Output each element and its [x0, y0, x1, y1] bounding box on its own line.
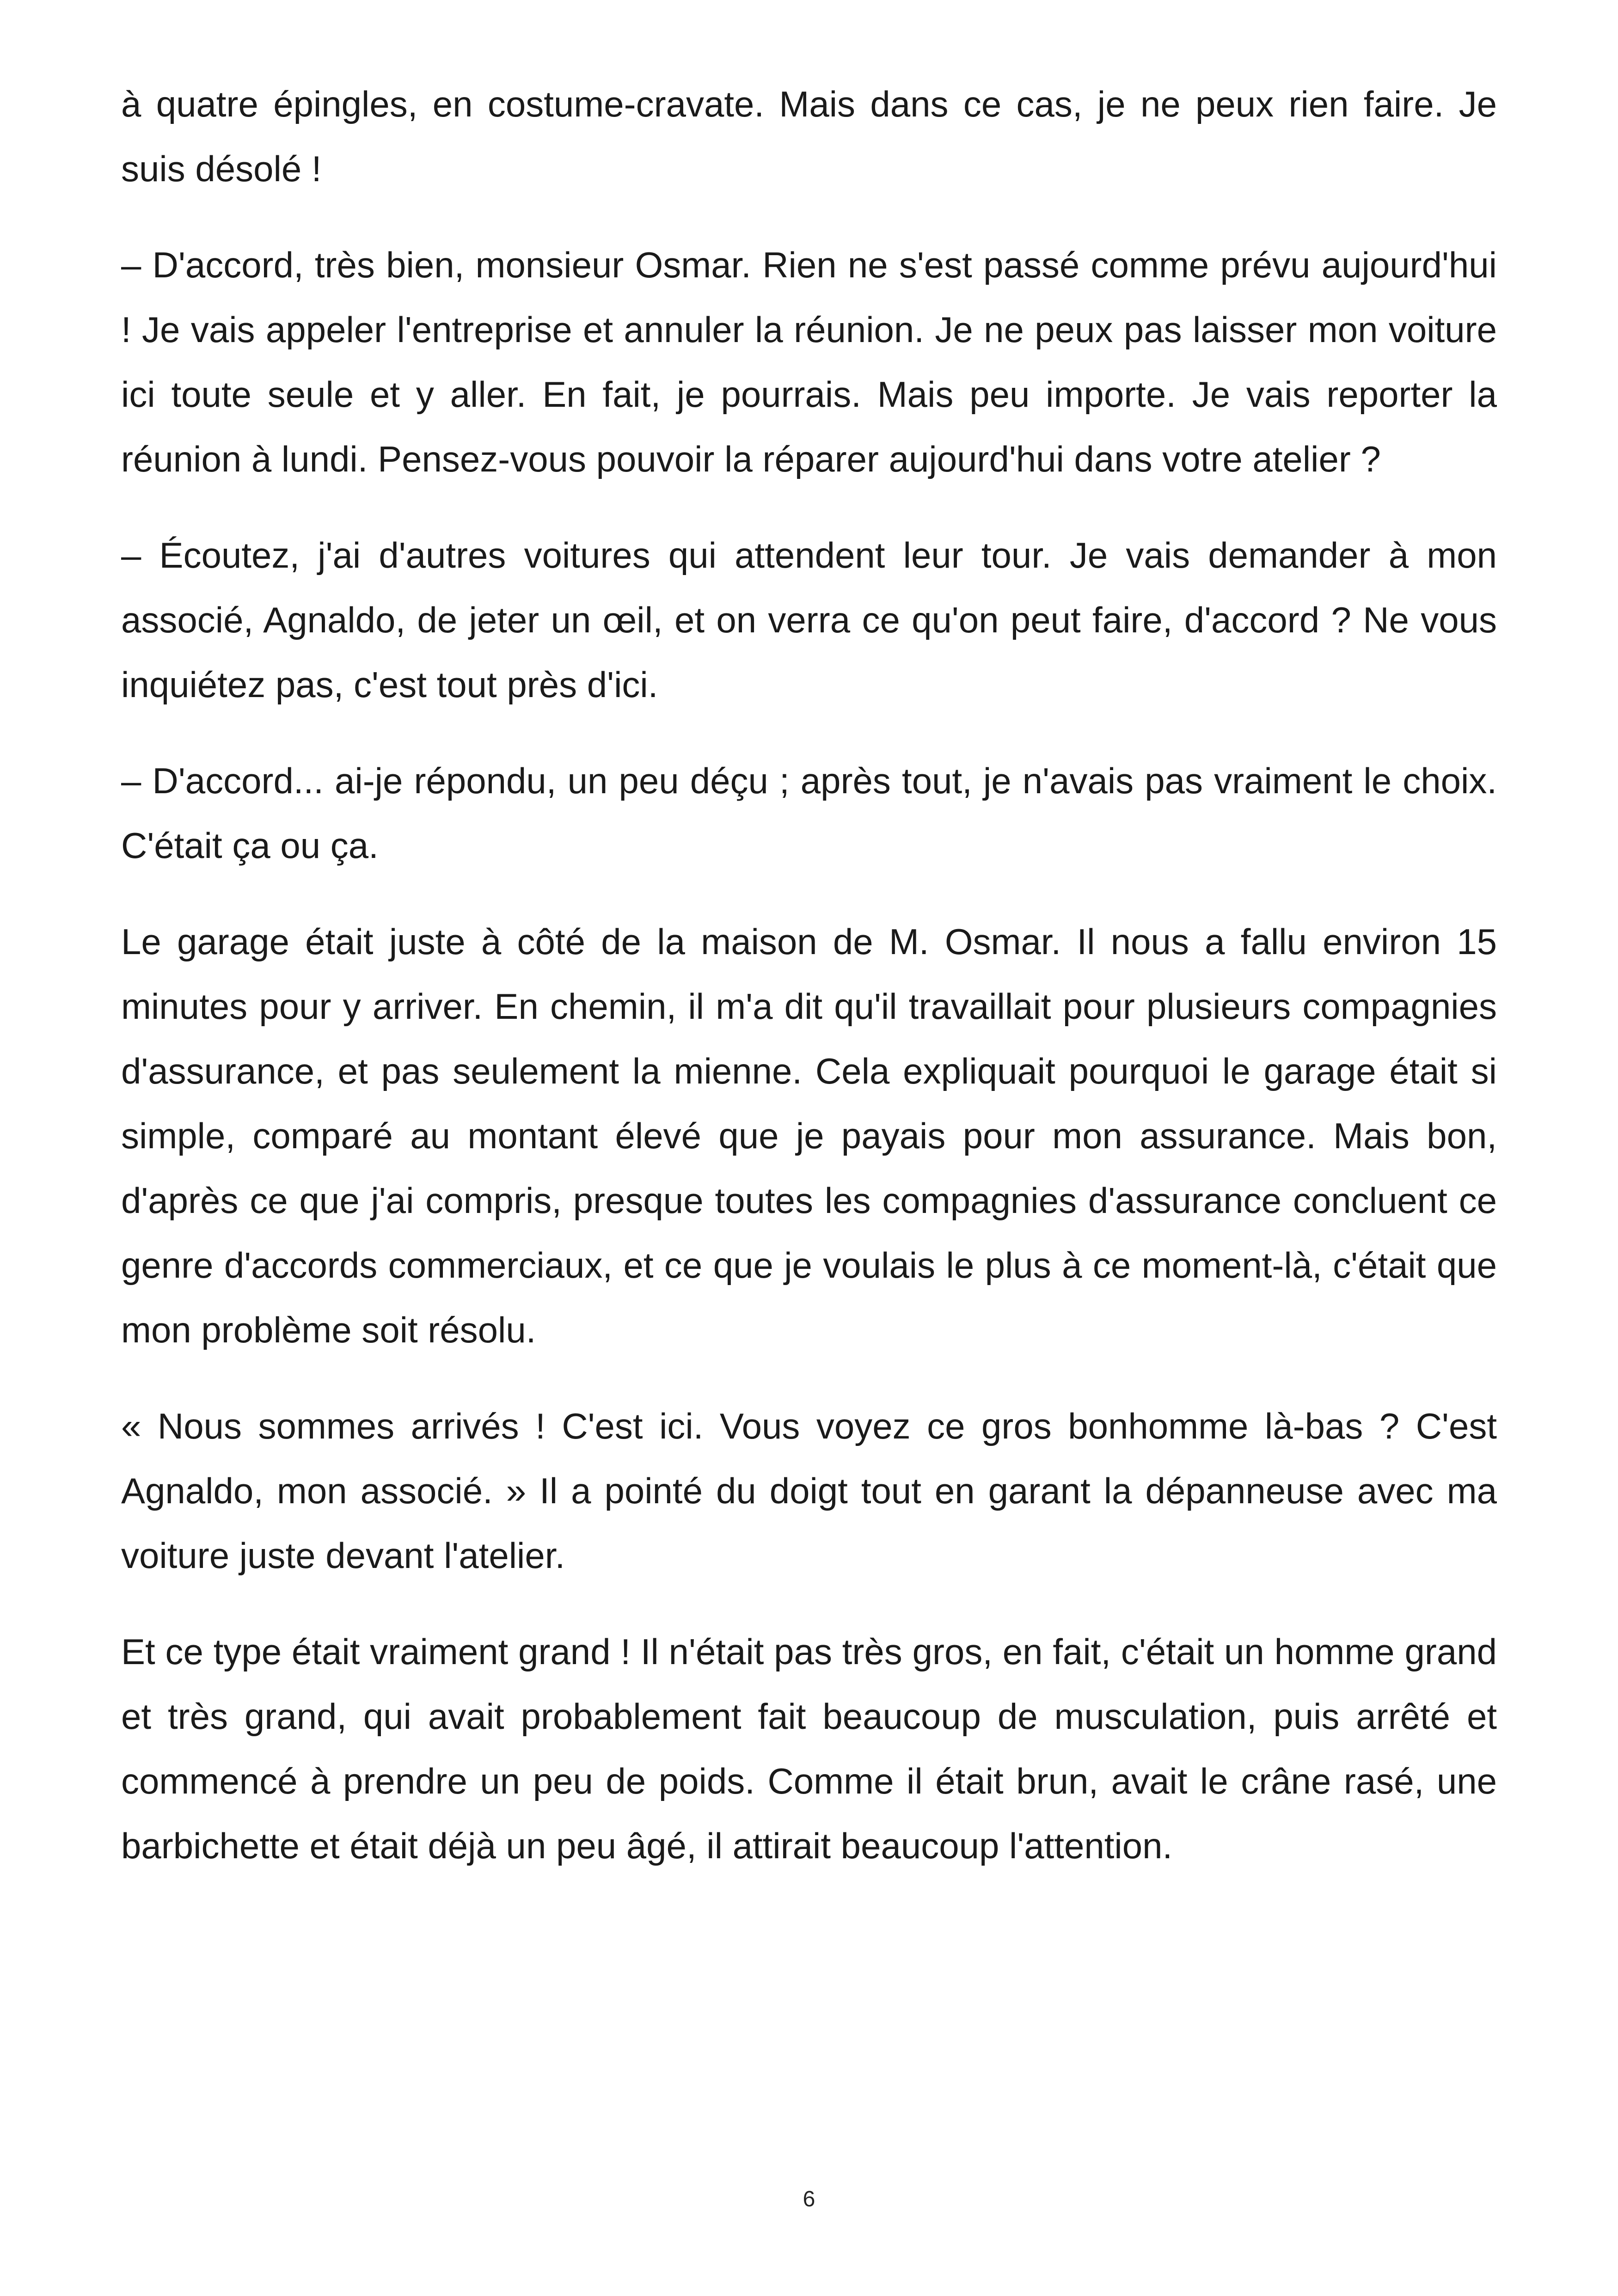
paragraph-5: Le garage était juste à côté de la maison de M. Osmar. Il nous a fallu environ 15 minutes pour y arriver. En chemin, il m'a dit qu'il travaillait pour plusieurs compagnies d'assurance, et pas seulement la mienne. Cela expliquait pourquoi le garage était si simple, comparé au montant élevé que je payais pour mon assurance. Mais bon, d'après ce que j'ai compris, presque toutes les compagnies d'assurance concluent ce genre d'accords commerciaux, et ce que je voulais le plus à ce moment-là, c'était que mon problème soit résolu. — [121, 921, 1497, 1350]
page-number: 6 — [803, 2187, 815, 2211]
paragraph-2: – D'accord, très bien, monsieur Osmar. Rien ne s'est passé comme prévu aujourd'hui ! Je vais appeler l'entreprise et annuler la réunion. Je ne peux pas laisser mon voiture ici toute seule et y aller. En fait, je pourrais. Mais peu importe. Je vais reporter la réunion à lundi. Pensez-vous pouvoir la réparer aujourd'hui dans votre atelier ? — [121, 245, 1497, 479]
paragraph-4: – D'accord... ai-je répondu, un peu déçu ; après tout, je n'avais pas vraiment le choix. C'était ça ou ça. — [121, 760, 1497, 866]
paragraph-3: – Écoutez, j'ai d'autres voitures qui attendent leur tour. Je vais demander à mon associé, Agnaldo, de jeter un œil, et on verra ce qu'on peut faire, d'accord ? Ne vous inquiétez pas, c'est tout près d'ici. — [121, 535, 1497, 705]
body-text — [121, 72, 1497, 1910]
paragraph-1: à quatre épingles, en costume-cravate. Mais dans ce cas, je ne peux rien faire. Je suis désolé ! — [121, 84, 1497, 189]
paragraph-7: Et ce type était vraiment grand ! Il n'était pas très gros, en fait, c'était un homme grand et très grand, qui avait probablement fait beaucoup de musculation, puis arrêté et commencé à prendre un peu de poids. Comme il était brun, avait le crâne rasé, une barbichette et était déjà un peu âgé, il attirait beaucoup l'attention. — [121, 1631, 1497, 1866]
paragraph-6: « Nous sommes arrivés ! C'est ici. Vous voyez ce gros bonhomme là-bas ? C'est Agnaldo, mon associé. » Il a pointé du doigt tout en garant la dépanneuse avec ma voiture juste devant l'atelier. — [121, 1406, 1497, 1576]
